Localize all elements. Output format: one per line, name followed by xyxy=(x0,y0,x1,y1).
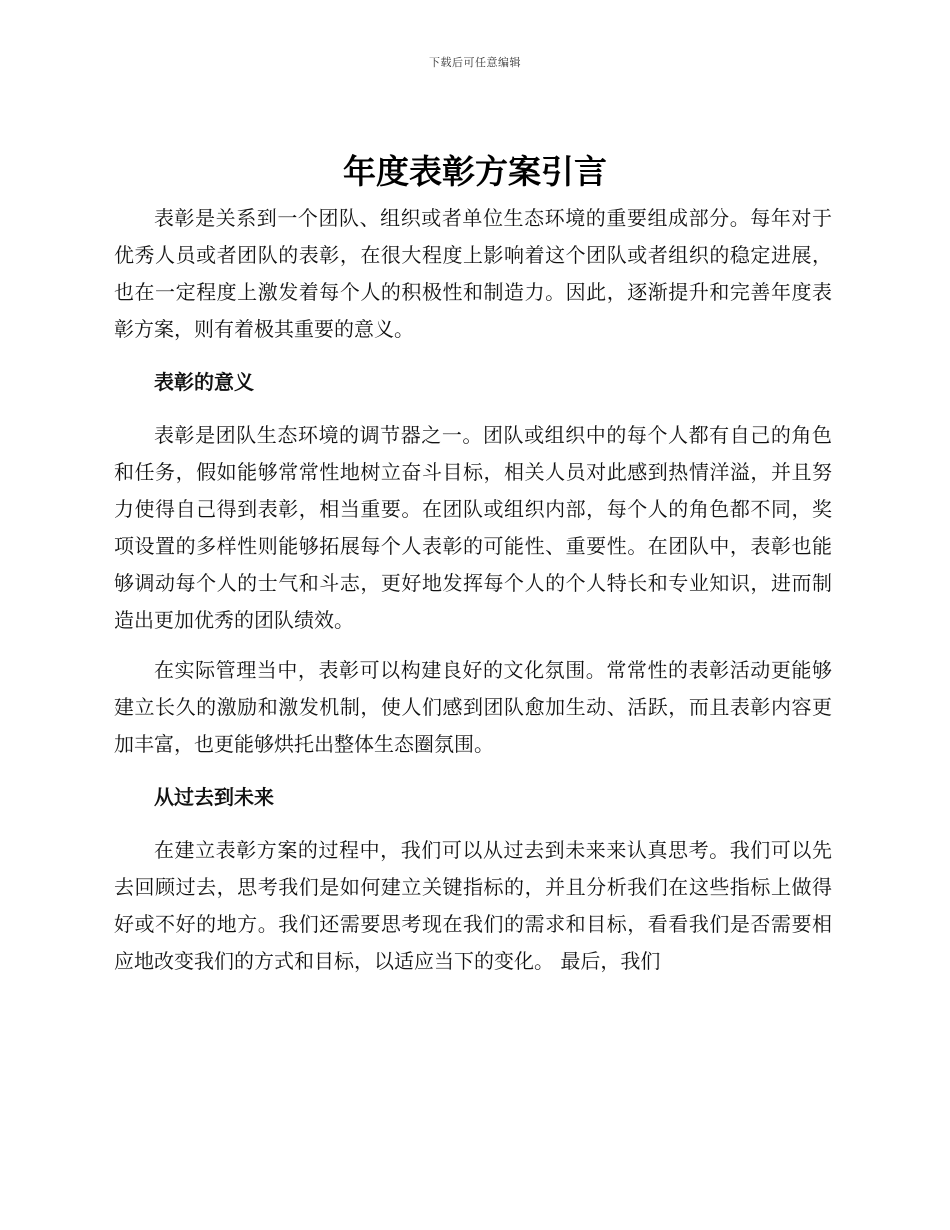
document-body xyxy=(114,200,832,980)
section-heading-future: 从过去到未来 xyxy=(154,785,274,809)
intro-paragraph: 表彰是关系到一个团队、组织或者单位生态环境的重要组成部分。每年对于优秀人员或者团队的表彰，在很大程度上影响着这个团队或者组织的稳定进展，也在一定程度上激发着每个人的积极性和制造力。因此，逐渐提升和完善年度表彰方案，则有着极其重要的意义。 xyxy=(114,206,832,341)
meaning-paragraph-2: 在实际管理当中，表彰可以构建良好的文化氛围。常常性的表彰活动更能够建立长久的激励和激发机制，使人们感到团队愈加生动、活跃，而且表彰内容更加丰富，也更能够烘托出整体生态圈氛围。 xyxy=(114,658,832,756)
meaning-paragraph-1: 表彰是团队生态环境的调节器之一。团队或组织中的每个人都有自己的角色和任务，假如能够常常性地树立奋斗目标，相关人员对此感到热情洋溢，并且努力使得自己得到表彰，相当重要。在团队或组织内部，每个人的角色都不同，奖项设置的多样性则能够拓展每个人表彰的可能性、重要性。在团队中，表彰也能够调动每个人的士气和斗志，更好地发挥每个人的个人特长和专业知识，进而制造出更加优秀的团队绩效。 xyxy=(114,423,832,632)
header-note: 下载后可任意编辑 xyxy=(429,56,521,69)
document-title: 年度表彰方案引言 xyxy=(343,152,607,191)
section-heading-meaning: 表彰的意义 xyxy=(154,370,254,394)
future-paragraph-1: 在建立表彰方案的过程中，我们可以从过去到未来来认真思考。我们可以先去回顾过去，思考我们是如何建立关键指标的，并且分析我们在这些指标上做得好或不好的地方。我们还需要思考现在我们的需求和目标，看看我们是否需要相应地改变我们的方式和目标，以适应当下的变化。 最后，我们 xyxy=(114,838,832,973)
